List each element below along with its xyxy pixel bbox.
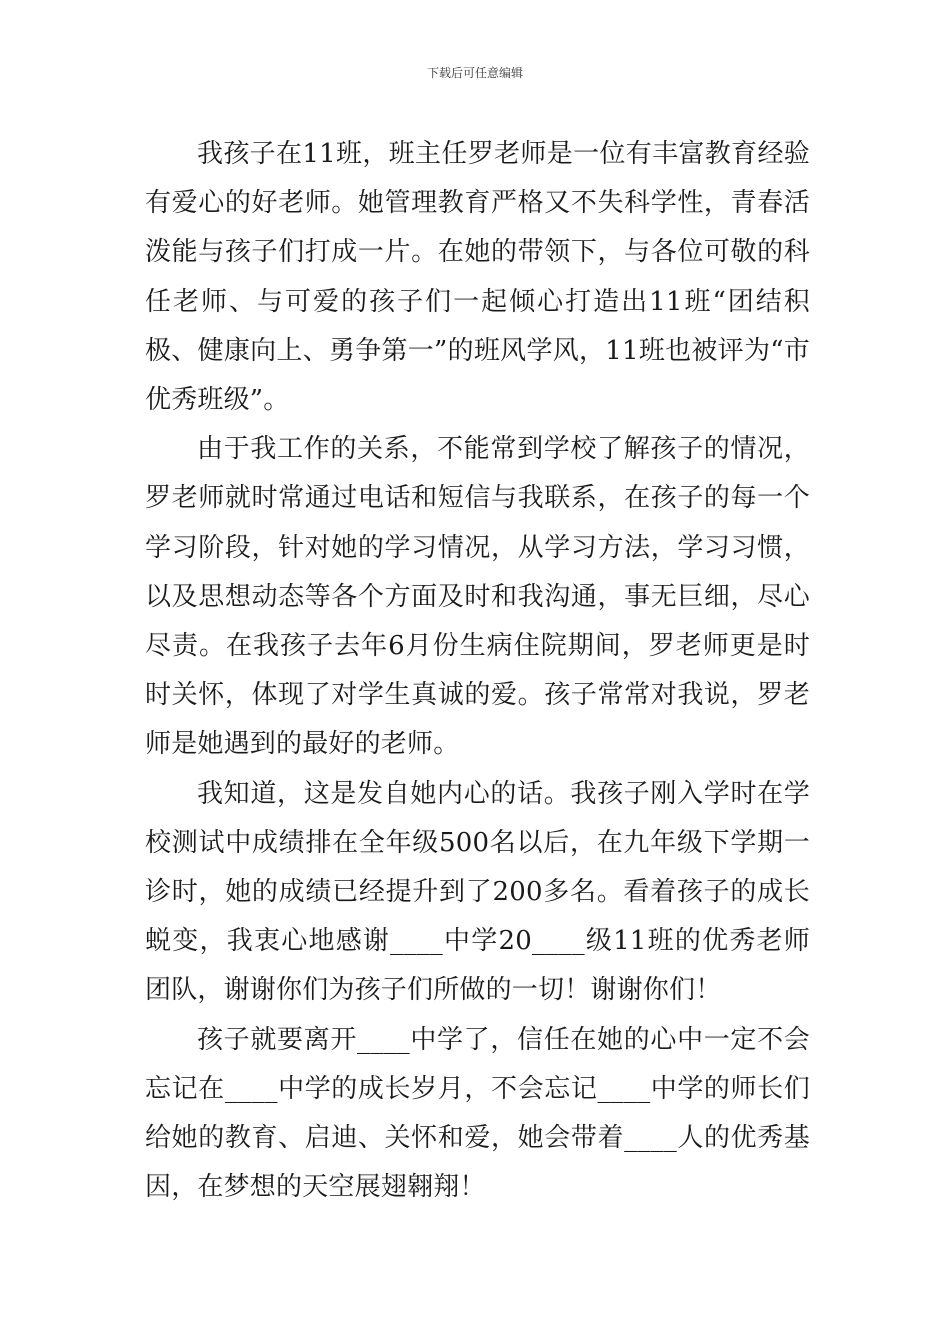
paragraph-4: 孩子就要离开____中学了，信任在她的心中一定不会忘记在____中学的成长岁月，不会忘记____中学的师长们给她的教育、启迪、关怀和爱，她会带着____人的优秀基因，在梦想的天空展翅翱翔！ [145,1024,810,1203]
letter-body [145,130,810,1212]
paragraph-3: 我知道，这是发自她内心的话。我孩子刚入学时在学校测试中成绩排在全年级500名以后，在九年级下学期一诊时，她的成绩已经提升到了200多名。看着孩子的成长蜕变，我衷心地感谢____中学20____级11班的优秀老师团队，谢谢你们为孩子们所做的一切！谢谢你们！ [145,778,810,1006]
paragraph-1: 我孩子在11班，班主任罗老师是一位有丰富教育经验有爱心的好老师。她管理教育严格又不失科学性，青春活泼能与孩子们打成一片。在她的带领下，与各位可敬的科任老师、与可爱的孩子们一起倾心打造出11班“团结积极、健康向上、勇争第一”的班风学风，11班也被评为“市优秀班级”。 [145,139,810,416]
page-header-note: 下载后可任意编辑 [426,66,523,80]
paragraph-2: 由于我工作的关系，不能常到学校了解孩子的情况，罗老师就时常通过电话和短信与我联系，在孩子的每一个学习阶段，针对她的学习情况，从学习方法，学习习惯，以及思想动态等各个方面及时和我沟通，事无巨细，尽心尽责。在我孩子去年6月份生病住院期间，罗老师更是时时关怀，体现了对学生真诚的爱。孩子常常对我说，罗老师是她遇到的最好的老师。 [145,434,810,760]
